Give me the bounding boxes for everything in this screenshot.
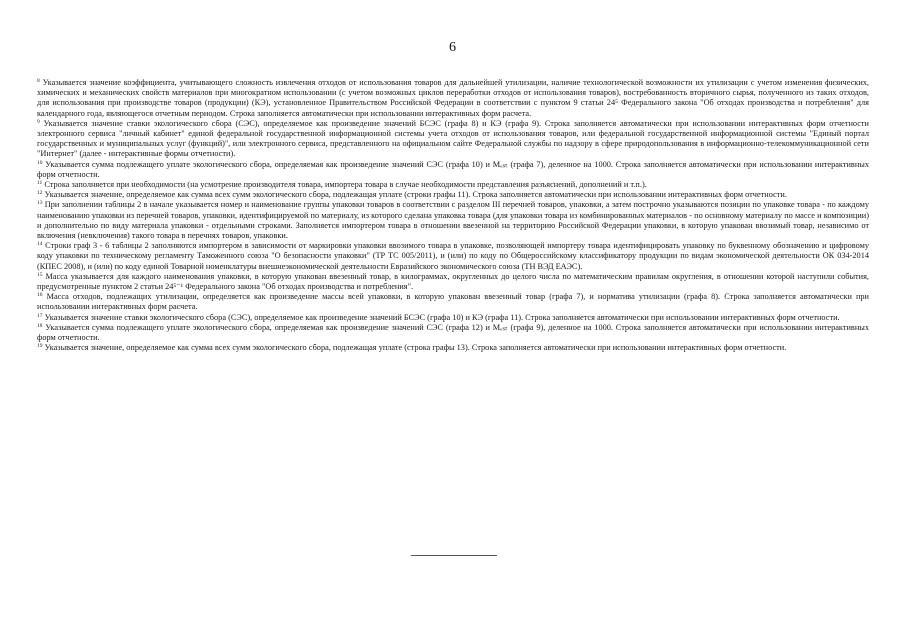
footnote-text: Строки граф 3 - 6 таблицы 2 заполняются импортером в зависимости от маркировки упаковки ввозимого товара в упаковке, позволяющей импортеру товара идентифицировать упаковку по буквенному обозначению и цифровому коду упаковки по техническому регламенту Таможенного союза "О безопасности упаковки" (ТР ТС 005/2011), и (или) по коду по Общероссийскому классификатору продукции по видам экономической деятельности ОК 034-2014 (КПЕС 2008), и (или) по коду единой Товарной номенклатуры внешнеэкономической деятельности Евразийского экономического союза (ТН ВЭД ЕАЭС). — [37, 241, 869, 271]
footnote-marker: 12 — [37, 190, 43, 197]
footnote-text: Указывается значение, определяемое как сумма всех сумм экологического сбора, подлежащая уплате (строка графы 13). Строка заполняется автоматически при использовании интерактивных форм отчетности. — [44, 343, 787, 353]
footnote-text: Масса отходов, подлежащих утилизации, определяется как произведение массы всей упаковки, в которую упакован ввезенный товар (графа 7), и норматива утилизации (графа 8). Строка заполняется автоматически при использовании интерактивных форм расчета. — [37, 292, 869, 312]
footnote-marker: 18 — [37, 322, 43, 329]
footnote-marker: 10 — [37, 159, 43, 166]
bottom-divider — [411, 555, 497, 556]
footnote — [37, 200, 869, 241]
footnote — [37, 313, 869, 323]
footnote — [37, 343, 869, 353]
footnote-marker: 8 — [37, 78, 40, 84]
footnote-text: Масса указывается для каждого наименования упаковки, в которую упакован ввезенный товар, в килограммах, округленных до целого числа по математическим правилам округления, в отношении которой наступили события, предусмотренные пунктом 2 статьи 24⁵⁻¹ Федерального закона "Об отходах производства и потребления". — [37, 271, 869, 292]
footnote — [37, 241, 869, 272]
footnote-text: Указывается значение коэффициента, учитывающего сложность извлечения отходов от использования товаров для дальнейшей утилизации, наличие технологической возможности их утилизации с учетом изменения физических, химических и механических свойств материалов при многократном использовании (с учетом возможных циклов переработки отходов от использования товаров), востребованность вторичного сырья, полученного из таких отходов, для использования при производстве товаров (продукции) (КЭ), установленное Правительством Российской Федерации в соответствии с пунктом 9 статьи 24⁵ Федерального закона "Об отходах производства и потребления" для календарного года, являющегося отчетным периодом. Строка заполняется автоматически при использовании интерактивных форм расчета. — [37, 78, 869, 118]
footnote — [37, 272, 869, 292]
footnote-text: Указывается значение ставки экологического сбора (СЭС), определяемое как произведение значений БСЭС (графа 10) и КЭ (графа 11). Строка заполняется автоматически при использовании интерактивных форм отчетности. — [44, 312, 840, 322]
footnote-text: Указывается значение, определяемое как сумма всех сумм экологического сбора, подлежащая уплате (строки графы 11). Строка заполняется автоматически при использовании интерактивных форм отчетности. — [44, 190, 787, 200]
footnote-marker: 13 — [37, 200, 43, 207]
footnote-marker: 14 — [37, 241, 43, 248]
footnote-marker: 16 — [37, 292, 43, 299]
page-number: 6 — [449, 40, 456, 55]
footnote-marker: 11 — [37, 180, 43, 187]
footnote-text: Указывается сумма подлежащего уплате экологического сбора, определяемая как произведение значений СЭС (графа 10) и Мₑₛₜ (графа 7), деленное на 1000. Строка заполняется автоматически при использовании интерактивных форм отчетности. — [37, 159, 869, 179]
footnote — [37, 292, 869, 312]
footnote — [37, 180, 869, 190]
footnote-marker: 15 — [37, 271, 43, 278]
footnote — [37, 160, 869, 180]
footnote — [37, 190, 869, 200]
footnote — [37, 78, 869, 119]
footnote-text: Указывается значение ставки экологического сбора (СЭС), определяемое как произведение значений БСЭС (графа 8) и КЭ (графа 9). Строка заполняется автоматически при использовании интерактивных форм отчетности электронного сервиса "личный кабинет" единой федеральной государственной информационной системы учета отходов от использования товаров, или федеральной государственной информационной системы "Единый портал государственных и муниципальных услуг (функций)", или электронного сервиса, представленного на официальном сайте Федеральной службы по надзору в сфере природопользования в информационно-телекоммуникационной сети "Интернет" (далее - интерактивные формы отчетности). — [37, 118, 869, 159]
footnotes-list — [37, 78, 869, 353]
footnote — [37, 119, 869, 160]
footnote — [37, 323, 869, 343]
footnote-marker: 19 — [37, 343, 43, 350]
footnote-text: Строка заполняется при необходимости (на усмотрение производителя товара, импортера товара в случае необходимости представления разъяснений, дополнений и т.п.). — [44, 180, 647, 190]
footnote-marker: 9 — [37, 118, 40, 125]
footnote-text: Указывается сумма подлежащего уплате экологического сбора, определяемая как произведение значений СЭС (графа 12) и Мₑₛₜ (графа 9), деленное на 1000. Строка заполняется автоматически при использовании интерактивных форм отчетности. — [37, 322, 869, 343]
footnote-text: При заполнении таблицы 2 в начале указывается номер и наименование группы упаковки товаров в соответствии с разделом III перечней товаров, упаковки, а затем построчно указываются позиции по упаковке товара - по каждому наименованию упаковки из перечней товаров, упаковки, идентифицируемой по материалу, из которого сделана упаковка товара (для упаковки товара из комбинированных материалов - по основному материалу по массе и композиции) и дополнительно по виду материала упаковки - отдельными строками. Заполняется импортером товара в отношении ввезенной на территорию Российской Федерации упаковки, в которую упакован ввозимый товар, независимо от включения (невключения) такого товара в перечнях товаров, упаковки. — [37, 200, 869, 241]
footnote-marker: 17 — [37, 312, 43, 319]
